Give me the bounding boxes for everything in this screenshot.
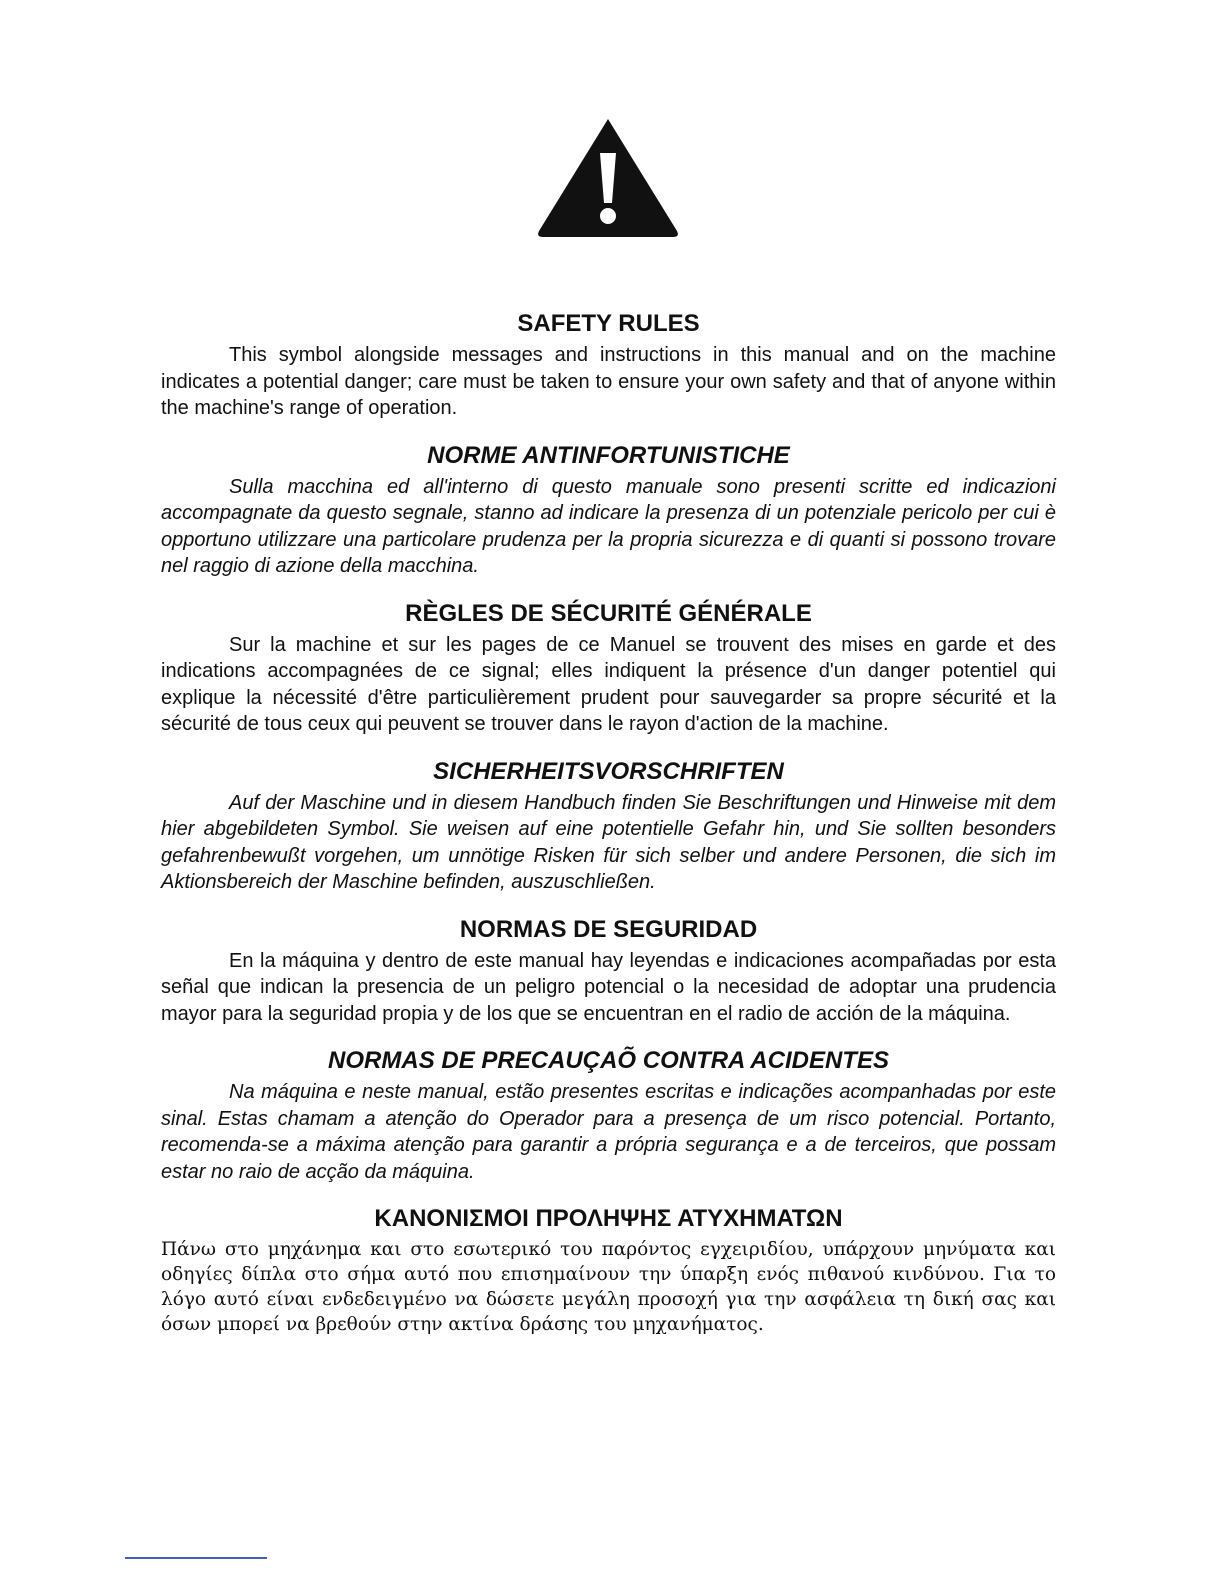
paragraph-english: This symbol alongside messages and instructions in this manual and on the machine indicates a potential danger; care must be taken to ensure your own safety and that of anyone within the machine's range of operation. (161, 344, 1056, 419)
heading-sicherheitsvorschriften: SICHERHEITSVORSCHRIFTEN (433, 757, 784, 785)
heading-normas-de-seguridad: NORMAS DE SEGURIDAD (459, 915, 758, 943)
paragraph-greek: Πάνω στο μηχάνημα και στο εσωτερικό του παρόντος εγχειριδίου, υπάρχουν μηνύματα και οδηγίες δίπλα στο σήμα αυτό που επισημαίνουν την ύπαρξη ενός πιθανού κινδύνου. Για το λόγο αυτό είναι ενδεδειγμένο να δώσετε μεγάλη προσοχή για την ασφάλεια τη δική σας και όσων μπορεί να βρεθούν στην ακτίνα δράσης του μηχανήματος. (161, 1239, 1056, 1335)
section-spanish (161, 914, 1056, 1028)
section-portuguese (161, 1045, 1056, 1185)
section-italian (161, 440, 1056, 580)
heading-safety-rules: SAFETY RULES (517, 310, 700, 337)
paragraph-german: Auf der Maschine und in diesem Handbuch finden Sie Beschriftungen und Hinweise mit dem hier abgebildeten Symbol. Sie weisen auf eine potentielle Gefahr hin, und Sie sollten besonders gefahrenbewußt vorgehen, um unnötige Risken für sich selber und andere Personen, die sich im Aktionsbereich der Maschine befinden, auszuschließen. (161, 791, 1056, 893)
heading-normas-de-precaucao: NORMAS DE PRECAUÇAÕ CONTRA ACIDENTES (328, 1047, 889, 1074)
heading-norme-antinfortunistiche: NORME ANTINFORTUNISTICHE (427, 441, 790, 469)
section-french (161, 598, 1056, 738)
warning-triangle-icon (535, 115, 681, 241)
section-german (161, 756, 1056, 896)
heading-greek: ΚΑΝΟΝΙΣΜΟΙ ΠΡΟΛΗΨΗΣ ΑΤΥΧΗΜΑΤΩΝ (374, 1205, 843, 1232)
paragraph-portuguese: Na máquina e neste manual, estão presentes escritas e indicações acompanhadas por este sinal. Estas chamam a atenção do Operador para a presença de um risco potencial. Portanto, recomenda-se a máxima atenção para garantir a própria segurança e a de terceiros, que possam estar no raio de acção da máquina. (161, 1081, 1056, 1183)
section-english (161, 308, 1056, 422)
section-greek (161, 1203, 1056, 1337)
heading-regles-de-securite: RÈGLES DE SÉCURITÉ GÉNÉRALE (405, 599, 812, 627)
paragraph-spanish: En la máquina y dentro de este manual hay leyendas e indicaciones acompañadas por esta señal que indican la presencia de un peligro potencial o la necesidad de adoptar una prudencia mayor para la seguridad propia y de los que se encuentran en el radio de acción de la máquina. (161, 949, 1056, 1025)
footer-rule (125, 1557, 267, 1559)
safety-rules-content (161, 308, 1056, 1337)
paragraph-french: Sur la machine et sur les pages de ce Manuel se trouvent des mises en garde et des indications accompagnées de ce signal; elles indiquent la présence d'un danger potentiel qui explique la nécessité d'être particulièrement prudent pour sauvegarder sa propre sécurité et la sécurité de tous ceux qui peuvent se trouver dans le rayon d'action de la machine. (161, 633, 1056, 735)
paragraph-italian: Sulla macchina ed all'interno di questo manuale sono presenti scritte ed indicazioni accompagnate da questo segnale, stanno ad indicare la presenza di un potenziale pericolo per cui è opportuno utilizzare una particolare prudenza per la propria sicurezza e di quanti si possono trovare nel raggio di azione della macchina. (161, 475, 1056, 577)
